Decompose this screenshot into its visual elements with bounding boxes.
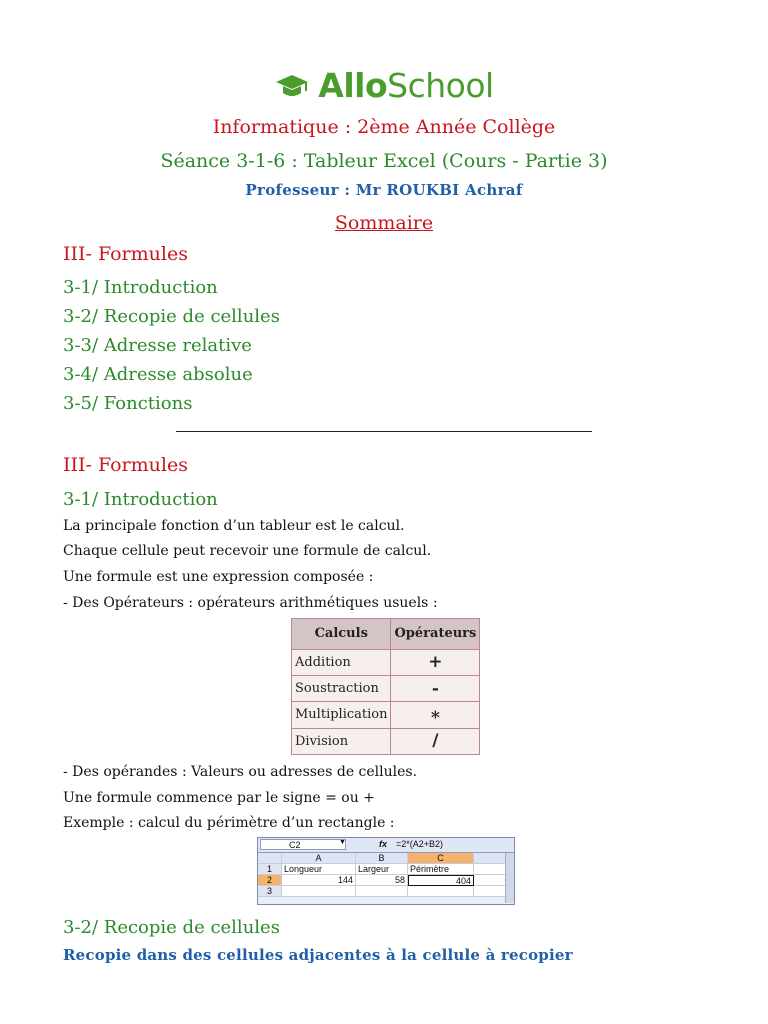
cell-empty [474,864,506,875]
calc-name: Division [292,728,391,754]
calc-name: Multiplication [292,702,391,728]
calc-name: Soustraction [292,675,391,701]
paragraph: La principale fonction d’un tableur est le calcul. [63,518,405,534]
professor-name: Professeur : Mr ROUKBI Achraf [245,181,523,199]
table-row [292,728,480,754]
table-row [292,649,480,675]
operator-symbol: + [391,649,480,675]
paragraph: - Des Opérateurs : opérateurs arithmétiques usuels : [63,595,438,611]
cell-empty [408,886,474,897]
table-row [292,675,480,701]
summary-item: 3-3/ Adresse relative [63,335,252,356]
cell-A1: Longueur [282,864,356,875]
summary-item: 3-5/ Fonctions [63,393,193,414]
blue-heading: Recopie dans des cellules adjacentes à la cellule à recopier [63,946,573,964]
table-row [292,702,480,728]
column-header-empty [474,853,506,864]
paragraph: Une formule est une expression composée : [63,569,374,585]
summary-title: Sommaire [334,212,434,234]
summary-item: 3-2/ Recopie de cellules [63,306,280,327]
table-header: Opérateurs [391,619,480,650]
subsection-heading: 3-2/ Recopie de cellules [63,917,280,938]
calc-name: Addition [292,649,391,675]
row-number: 3 [258,886,282,897]
graduation-cap-icon [274,71,310,101]
formula-text: =2*(A2+B2) [396,839,444,849]
cell-empty [474,886,506,897]
summary-item: 3-4/ Adresse absolue [63,364,253,385]
row-number: 2 [258,875,282,886]
cell-C2-selected: 404 [408,875,474,886]
formula-bar [258,838,514,853]
alloschool-logo [0,66,768,105]
section-heading: III- Formules [63,454,188,476]
cell-A2: 144 [282,875,356,886]
column-header: A [282,853,356,864]
paragraph: Chaque cellule peut recevoir une formule de calcul. [63,543,432,559]
operator-symbol: - [391,675,480,701]
operator-symbol: ∗ [391,702,480,728]
summary-section: III- Formules [63,243,188,265]
operators-table [291,618,480,755]
course-title: Informatique : 2ème Année Collège [212,116,556,138]
excel-screenshot [257,837,515,905]
session-title: Séance 3-1-6 : Tableur Excel (Cours - Partie 3) [160,150,608,172]
dropdown-arrow-icon: ▼ [339,839,346,846]
row-number: 1 [258,864,282,875]
logo-text: AlloSchool [318,66,494,105]
table-header: Calculs [292,619,391,650]
cell-empty [356,886,408,897]
column-header: C [408,853,474,864]
subsection-heading: 3-1/ Introduction [63,489,218,510]
paragraph: Une formule commence par le signe = ou + [63,790,375,806]
fx-icon: fx [379,839,388,849]
cell-B1: Largeur [356,864,408,875]
vertical-scrollbar [505,853,514,903]
cell-C1: Périmètre [408,864,474,875]
cell-B2: 58 [356,875,408,886]
operator-symbol: / [391,728,480,754]
summary-item: 3-1/ Introduction [63,277,218,298]
cell-empty [282,886,356,897]
section-divider [176,431,592,432]
paragraph: Exemple : calcul du périmètre d’un rectangle : [63,815,395,831]
cell-empty [474,875,506,886]
corner-cell [258,853,282,864]
column-header: B [356,853,408,864]
paragraph: - Des opérandes : Valeurs ou adresses de cellules. [63,764,418,780]
name-box: C2 [260,839,346,850]
